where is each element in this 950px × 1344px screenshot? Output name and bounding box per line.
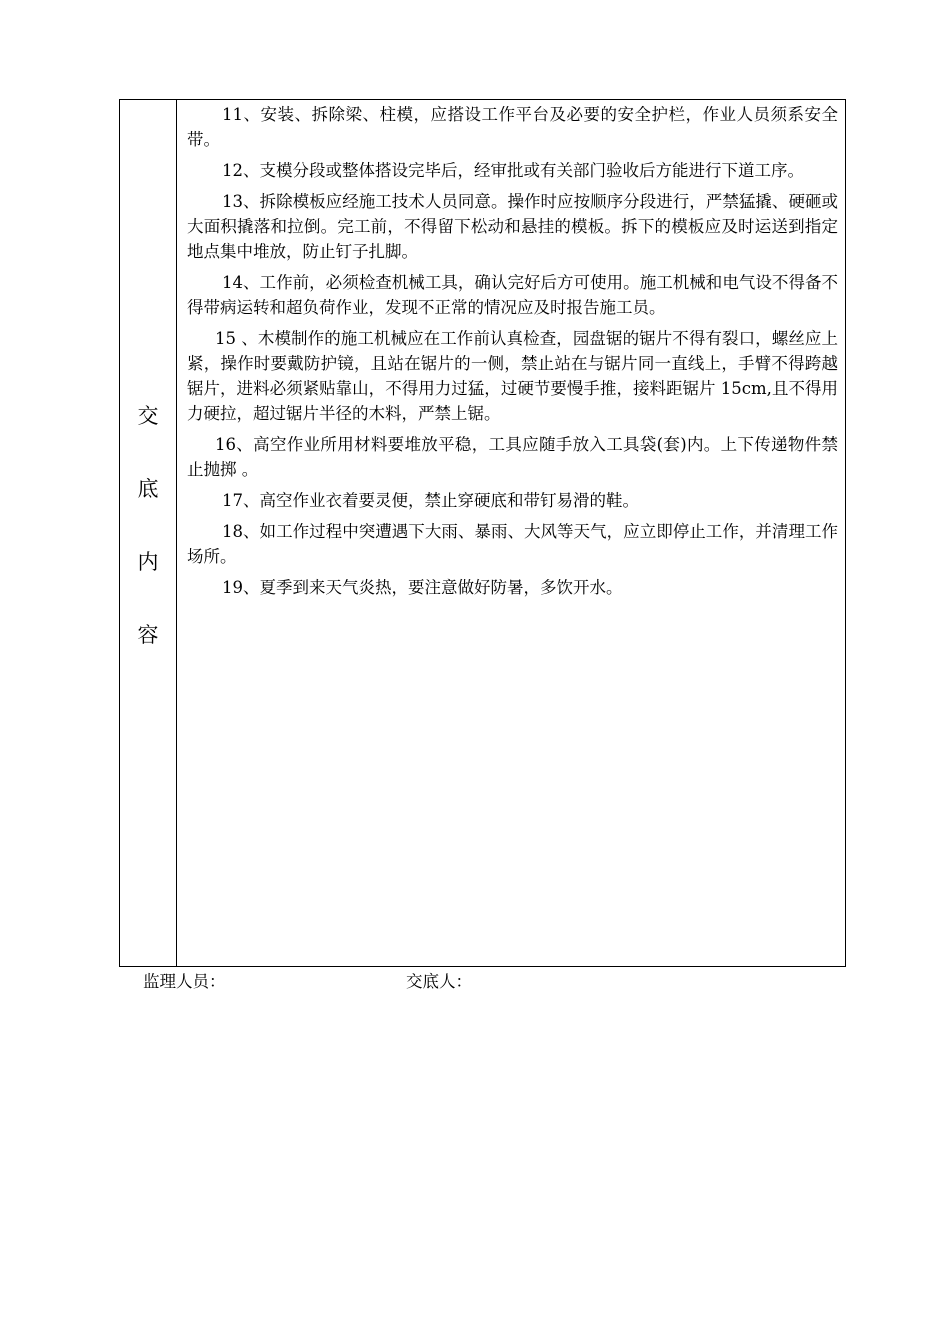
section-label-char: 底 bbox=[137, 477, 159, 501]
disclosure-item-14: 14、工作前，必须检查机械工具，确认完好后方可使用。施工机械和电气设不得备不得带病运转和超负荷作业，发现不正常的情况应及时报告施工员。 bbox=[187, 273, 838, 317]
disclosure-table bbox=[119, 99, 846, 967]
section-label bbox=[120, 404, 176, 696]
disclosure-content-cell bbox=[177, 100, 845, 966]
section-label-char: 交 bbox=[137, 404, 159, 428]
section-label-char: 内 bbox=[137, 550, 159, 574]
supervisor-signature-label: 监理人员： bbox=[143, 972, 226, 991]
discloser-signature-label: 交底人： bbox=[406, 972, 472, 991]
disclosure-item-15: 15 、木模制作的施工机械应在工作前认真检查，园盘锯的锯片不得有裂口，螺丝应上紧，操作时要戴防护镜，且站在锯片的一侧，禁止站在与锯片同一直线上，手臂不得跨越锯片，进料必须紧贴靠山，不得用力过猛，过硬节要慢手推，接料距锯片 15cm,且不得用力硬拉，超过锯片半径的木料，严禁上锯。 bbox=[187, 329, 838, 423]
disclosure-item-11: 11、安装、拆除梁、柱模，应搭设工作平台及必要的安全护栏，作业人员须系安全带。 bbox=[187, 105, 838, 149]
disclosure-item-13: 13、拆除模板应经施工技术人员同意。操作时应按顺序分段进行，严禁猛撬、硬砸或大面积撬落和拉倒。完工前，不得留下松动和悬挂的模板。拆下的模板应及时运送到指定地点集中堆放，防止钉子扎脚。 bbox=[187, 192, 838, 261]
section-label-cell bbox=[120, 100, 177, 966]
disclosure-item-18: 18、如工作过程中突遭遇下大雨、暴雨、大风等天气，应立即停止工作，并清理工作场所。 bbox=[187, 522, 838, 566]
disclosure-item-16: 16、高空作业所用材料要堆放平稳，工具应随手放入工具袋(套)内。上下传递物件禁止抛掷 。 bbox=[187, 435, 838, 479]
disclosure-item-19: 19、夏季到来天气炎热，要注意做好防暑，多饮开水。 bbox=[222, 578, 623, 597]
disclosure-item-12: 12、支模分段或整体搭设完毕后，经审批或有关部门验收后方能进行下道工序。 bbox=[222, 161, 804, 180]
disclosure-item-17: 17、高空作业衣着要灵便，禁止穿硬底和带钉易滑的鞋。 bbox=[222, 491, 639, 510]
section-label-char: 容 bbox=[137, 623, 159, 647]
